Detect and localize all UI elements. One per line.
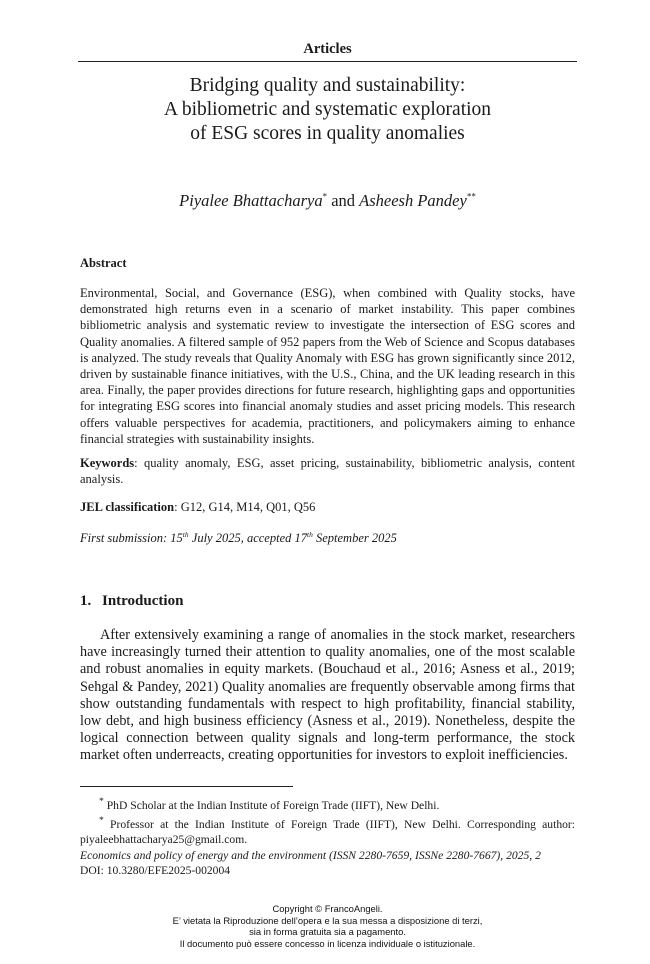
abstract-heading: Abstract — [80, 256, 127, 270]
keywords-label: Keywords — [80, 456, 135, 470]
copyright-notice — [78, 903, 577, 949]
title-line-3: of ESG scores in quality anomalies — [190, 123, 465, 144]
jel-text: : G12, G14, M14, Q01, Q56 — [174, 500, 316, 514]
doi: DOI: 10.3280/EFE2025-002004 — [80, 864, 231, 877]
submission-dates — [80, 531, 575, 546]
article-title — [78, 74, 577, 146]
copyright-line-1: Copyright © FrancoAngeli. — [272, 903, 383, 914]
footnote-1-text: PhD Scholar at the Indian Institute of Foreign Trade (IIFT), New Delhi. — [103, 798, 440, 812]
submission-suffix: September 2025 — [312, 531, 397, 545]
section-title: Introduction — [102, 593, 184, 609]
keywords-text: : quality anomaly, ESG, asset pricing, sustainability, bibliometric analysis, content analysis. — [80, 456, 575, 487]
submission-prefix: First submission: 15 — [80, 531, 183, 545]
section-number: 1. — [80, 593, 92, 609]
title-line-1: Bridging quality and sustainability: — [189, 75, 466, 96]
section-label: Articles — [78, 41, 577, 62]
footnotes — [80, 794, 575, 847]
footnote-2-mark: * — [99, 814, 104, 826]
introduction-heading — [80, 593, 183, 610]
footnote-1-mark: * — [99, 796, 104, 807]
footnote-divider — [80, 786, 293, 787]
copyright-line-2: E’ vietata la Riproduzione dell’opera e la sua messa a disposizione di terzi, — [172, 914, 483, 926]
author-mark-2: ** — [466, 191, 476, 202]
journal-citation: Economics and policy of energy and the environment (ISSN 2280-7659, ISSNe 2280-7667), 2025, 2 — [80, 849, 541, 862]
title-line-2: A bibliometric and systematic exploration — [163, 99, 492, 120]
jel-classification — [80, 500, 575, 515]
submission-middle: July 2025, accepted 17 — [188, 531, 307, 545]
copyright-line-4: Il documento può essere concesso in licenza individuale o istituzionale. — [179, 937, 476, 949]
author-name-1: Piyalee Bhattacharya — [179, 191, 323, 210]
abstract-text: Environmental, Social, and Governance (ESG), when combined with Quality stocks, have demonstrated high returns even in a scenario of market instability. This paper combines bibliometric analysis and systematic review to investigate the intersection of ESG scores and Quality anomalies. A filtered sample of 952 papers from the Web of Science and Scopus databases is analyzed. The study reveals that Quality Anomaly with ESG has grown significantly since 2012, driven by sustainable finance initiatives, with the U.S., China, and the UK leading research in this area. Finally, the paper provides directions for future research, highlighting gaps and opportunities for integrating ESG scores into financial anomaly studies and asset pricing models. This research offers valuable perspectives for academia, practitioners, and policymakers aiming to enhance financial strategies with sustainability insights. — [80, 286, 575, 446]
submission-sup-1: th — [182, 529, 189, 539]
author-line — [78, 191, 577, 211]
copyright-line-3: sia in forma gratuita sia a pagamento. — [249, 926, 406, 938]
footnote-2-text: Professor at the Indian Institute of Foreign Trade (IIFT), New Delhi. Corresponding author: piyaleebhattacharya25@gmail.com. — [80, 817, 575, 846]
footnote-1 — [80, 794, 575, 813]
footnote-2 — [80, 813, 575, 847]
author-conjunction: and — [331, 191, 356, 210]
author-name-2: Asheesh Pandey — [359, 191, 467, 210]
author-mark-1: * — [322, 191, 328, 202]
keywords — [80, 455, 575, 487]
submission-sup-2: th — [307, 529, 313, 539]
jel-label: JEL classification — [80, 500, 175, 514]
introduction-paragraph: After extensively examining a range of anomalies in the stock market, researchers have increasingly turned their attention to quality anomalies, one of the most scalable and robust anomalies in equity markets. (Bouchaud et al., 2016; Asness et al., 2019; Sehgal & Pandey, 2021) Quality anomalies are frequently observable among firms that show outstanding fundamentals with respect to high profitability, financial stability, low debt, and high business efficiency (Asness et al., 2019). Nonetheless, despite the logical connection between quality signals and long-term performance, the stock market often underreacts, creating opportunities for investors to exploit inefficiencies. — [80, 627, 575, 764]
